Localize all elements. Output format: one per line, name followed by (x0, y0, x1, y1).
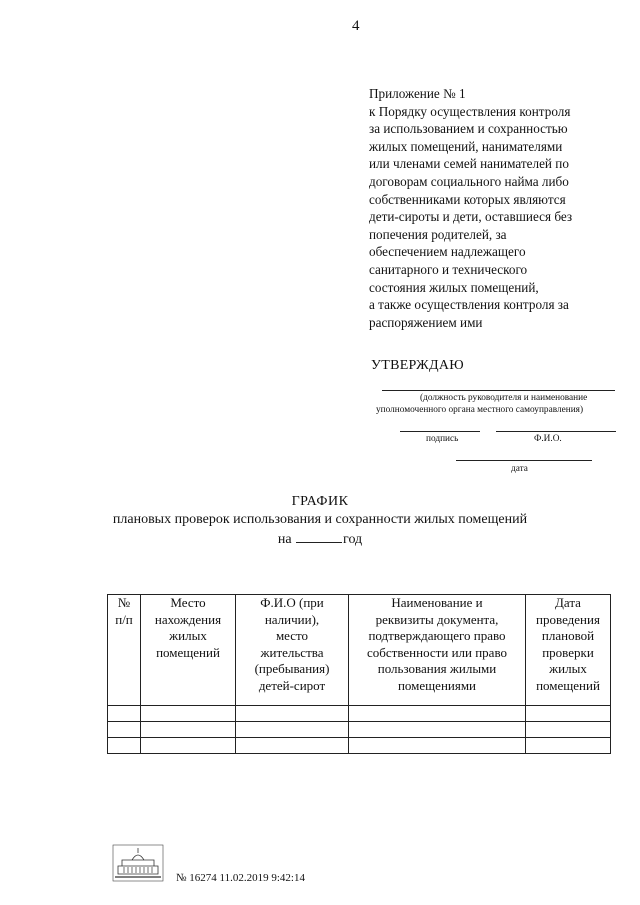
header-location: Место нахождения жилых помещений (141, 595, 236, 706)
name-label: Ф.И.О. (534, 434, 562, 444)
appendix-line: обеспечением надлежащего (369, 244, 526, 260)
appendix-line: санитарного и технического (369, 261, 528, 277)
page-number: 4 (352, 18, 360, 34)
header-orphan-name: Ф.И.О (при наличии), место жительства (пребывания) детей-сирот (236, 595, 349, 706)
appendix-line: Приложение № 1 (369, 86, 466, 101)
year-blank (296, 530, 342, 543)
signature-label: подпись (426, 434, 459, 444)
header-number: № п/п (108, 595, 141, 706)
position-signature-line (382, 390, 615, 391)
table-row (108, 738, 611, 754)
header-inspection-date: Дата проведения плановой проверки жилых помещений (526, 595, 611, 706)
schedule-title: ГРАФИК (291, 494, 349, 509)
position-caption: (должность руководителя и наименование (420, 393, 588, 403)
header-document: Наименование и реквизиты документа, подтверждающего право собственности или право пользования жилыми помещениями (349, 595, 526, 706)
year-suffix: год (343, 532, 363, 547)
appendix-line: состояния жилых помещений, (369, 279, 539, 295)
schedule-table (107, 594, 611, 754)
appendix-line: жилых помещений, нанимателями (369, 138, 563, 154)
government-building-stamp-icon (112, 844, 164, 882)
date-label: дата (511, 464, 528, 474)
date-line (456, 460, 592, 461)
appendix-line: распоряжением ими (369, 314, 483, 330)
table-row (108, 706, 611, 722)
approval-heading: УТВЕРЖДАЮ (371, 358, 464, 373)
table-row (108, 722, 611, 738)
year-prefix: на (277, 532, 292, 547)
name-line (496, 431, 616, 432)
appendix-line: или членами семей нанимателей по (369, 156, 569, 172)
appendix-line: за использованием и сохранностью (369, 121, 568, 137)
signature-line (400, 431, 480, 432)
schedule-year (0, 530, 640, 548)
schedule-subtitle: плановых проверок использования и сохранности жилых помещений (112, 512, 528, 527)
appendix-line: дети-сироты и дети, оставшиеся без (369, 209, 573, 225)
position-caption: уполномоченного органа местного самоуправления) (376, 405, 584, 415)
appendix-line: собственниками которых являются (369, 191, 566, 207)
appendix-line: к Порядку осуществления контроля (369, 103, 571, 119)
appendix-line: договорам социального найма либо (369, 173, 569, 189)
table-header-row (108, 595, 611, 706)
appendix-block (369, 85, 634, 331)
appendix-line: а также осуществления контроля за (369, 297, 569, 313)
registration-number: № 16274 11.02.2019 9:42:14 (176, 872, 305, 884)
appendix-line: попечения родителей, за (369, 226, 507, 242)
